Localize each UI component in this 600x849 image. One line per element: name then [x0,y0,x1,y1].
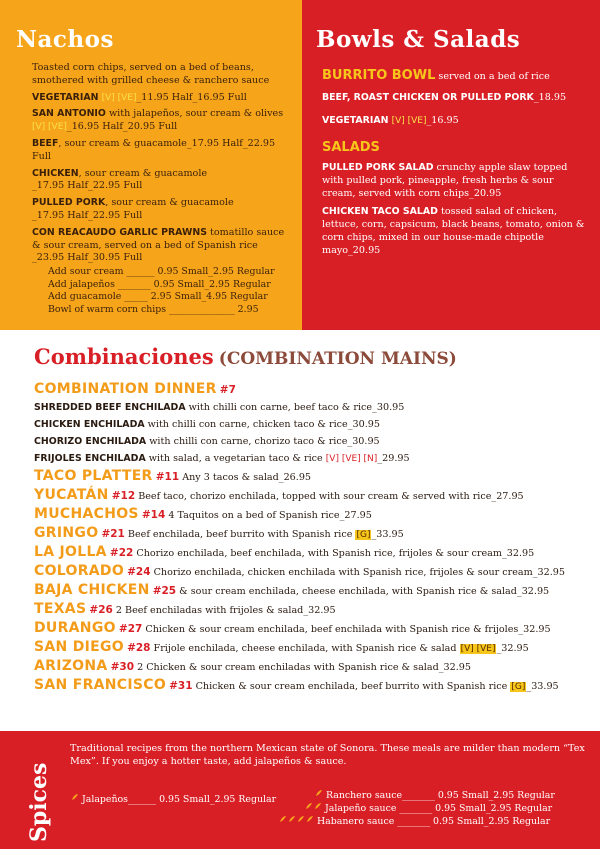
diet-tags: [V] [VE] [391,115,427,126]
combo-row [34,467,594,486]
item-price: _17.95 Half_22.95 Full [32,180,143,192]
item-desc: with jalapeños, sour cream & olives [105,108,284,120]
nachos-intro: Toasted corn chips, served on a bed of beans, smothered with grilled cheese & ranchero sauce [32,62,270,86]
chilli-pepper-icon [313,801,322,811]
combo-sub-row [34,450,594,467]
combo-desc: Beef enchilada, beef burrito with Spanish rice [124,529,356,540]
item-price: _17.95 Half_22.95 Full [32,209,143,221]
combo-number: #21 [101,528,125,540]
combo-name: YUCATÁN [34,487,109,503]
nachos-item [32,227,294,265]
combo-desc: & sour cream enchilada, cheese enchilada, with Spanish rice & salad_32.95 [176,586,550,597]
nachos-item [32,138,294,164]
item-price: _16.95 [426,114,459,126]
combo-number: #22 [109,547,134,559]
combo-desc: Beef taco, chorizo enchilada, topped with sour cream & served with rice_27.95 [135,491,524,502]
gluten-tag: [G] [356,530,371,540]
diet-tags: [V] [VE] [N] [325,454,378,464]
item-name: CHORIZO ENCHILADA [34,436,147,447]
spices-intro: Traditional recipes from the northern Mexican state of Sonora. These meals are milder than modern “Tex Mex”. If you enjoy a hotter taste, add jalapeños & sauce. [70,743,585,767]
combo-number: #24 [127,566,151,578]
combo-number: #27 [118,623,143,635]
combo-desc: 2 Beef enchiladas with frijoles & salad_32.95 [112,605,336,616]
combo-row [34,380,594,399]
item-price: _29.95 [377,453,410,464]
spice-row-jalapenos [70,792,276,805]
addon-price: _______ 0.95 Small_2.95 Regular [117,278,271,290]
combo-row [34,562,594,581]
combo-row [34,543,594,562]
spice-row-ranchero [314,788,555,801]
addon-label: Bowl of warm corn chips [48,303,167,315]
combo-sub-row [34,433,594,450]
combo-desc: Chorizo enchilada, beef enchilada, with Spanish rice, frijoles & sour cream_32.95 [133,548,535,559]
chilli-pepper-icon [305,814,314,824]
diet-tags: [V] [VE] [460,644,496,654]
combo-name: DURANGO [34,620,116,636]
salads-items [322,162,590,258]
title-english: (COMBINATION MAINS) [218,349,457,369]
chilli-pepper-icon [278,814,287,824]
burrito-bowl-heading: BURRITO BOWL [322,68,436,83]
combinaciones-title [34,344,457,369]
spice-label: Jalapeño sauce _______ 0.95 Small_2.95 Regular [324,803,553,814]
salad-item [322,162,590,200]
item-desc: tossed salad of chicken, lettuce, corn, capsicum, black beans, tomato, onion & corn chips, mixed in our house-made chipotle mayo_20.95 [322,206,585,256]
combo-name: SAN DIEGO [34,639,124,655]
nachos-item [32,168,294,194]
item-price: _23.95 Half_30.95 Full [32,252,143,264]
spices-title [20,750,50,842]
item-desc: with chilli con carne, beef taco & rice_30.95 [185,402,405,413]
item-name: SHREDDED BEEF ENCHILADA [34,402,186,413]
item-name: PULLED PORK SALAD [322,162,434,173]
item-name: CHICKEN ENCHILADA [34,419,145,430]
nachos-item [32,108,294,134]
combo-row [34,619,594,638]
combo-number: #14 [141,509,166,521]
item-desc: with chilli con carne, chicken taco & rice_30.95 [144,419,380,430]
combo-row [34,581,594,600]
spice-label: Habanero sauce _______ 0.95 Small_2.95 Regular [316,816,551,827]
addon-label: Add sour cream [48,266,124,277]
combo-row [34,657,594,676]
salads-heading: SALADS [322,140,380,155]
spices-heading: Spices [26,762,52,842]
diet-tags: [V] [VE] [32,122,67,133]
combo-desc: Chicken & sour cream enchilada, beef enchilada with Spanish rice & frijoles_32.95 [142,624,551,635]
item-desc: with salad, a vegetarian taco & rice [145,453,326,464]
item-name: FRIJOLES ENCHILADA [34,453,146,464]
combo-name: TACO PLATTER [34,468,153,484]
addon-price: ______ 0.95 Small_2.95 Regular [126,266,275,277]
item-price: _16.95 Half_20.95 Full [66,121,178,133]
item-price: _18.95 [533,91,567,103]
chilli-pepper-icon [296,814,305,824]
addon-row [48,279,288,292]
combo-name: MUCHACHOS [34,506,139,522]
combo-desc: Chicken & sour cream enchilada, beef burrito with Spanish rice [192,681,511,692]
combo-name: BAJA CHICKEN [34,582,150,598]
item-desc: crunchy apple slaw topped with pulled pork, pineapple, fresh herbs & sour cream, served with corn chips_20.95 [322,162,568,199]
combo-desc: Chorizo enchilada, chicken enchilada with Spanish rice, frijoles & sour cream_32.95 [150,567,566,578]
item-name: VEGETARIAN [32,91,99,103]
combo-name: COLORADO [34,563,125,579]
combo-price: _32.95 [496,643,529,654]
combo-name: TEXAS [34,601,87,617]
item-desc: with chilli con carne, chorizo taco & rice_30.95 [146,436,380,447]
combo-row [34,505,594,524]
combo-row [34,524,594,543]
item-name: PULLED PORK [32,197,106,209]
combo-desc: 4 Taquitos on a bed of Spanish rice_27.95 [165,510,372,521]
combo-number: #11 [155,471,180,483]
combo-row [34,600,594,619]
nachos-item [32,197,294,223]
chilli-pepper-icon [287,814,296,824]
item-name: VEGETARIAN [322,114,389,126]
combo-row [34,638,594,657]
combo-number: #28 [127,642,151,654]
combo-name: COMBINATION DINNER [34,381,217,397]
spice-label: Ranchero sauce_______ 0.95 Small_2.95 Regular [325,790,555,801]
item-desc: tomatillo sauce & sour cream, served on a bed of Spanish rice [32,226,285,251]
combo-price: _33.95 [526,681,559,692]
nachos-item [32,92,294,105]
salad-item [322,206,590,257]
combo-desc: Frijole enchilada, cheese enchilada, with Spanish rice & salad [150,643,460,654]
addon-price: _____ 2.95 Small_4.95 Regular [124,291,268,303]
addon-row [48,291,288,304]
title-spanish: Combinaciones [34,344,214,369]
item-name: CHICKEN [32,167,79,179]
chilli-pepper-icon [304,801,313,811]
addon-label: Add guacamole [48,291,122,303]
combo-desc: 2 Chicken & sour cream enchiladas with Spanish rice & salad_32.95 [134,662,471,673]
nachos-title: Nachos [16,26,114,53]
combo-desc: Any 3 tacos & salad_26.95 [179,472,312,483]
gluten-tag: [G] [511,682,526,692]
addon-row [48,266,288,279]
burrito-meat-row [322,92,590,105]
addon-price: ______________ 2.95 [169,303,259,315]
item-desc: , sour cream & guacamole [105,197,234,209]
nachos-addons [48,266,288,316]
chilli-pepper-icon [314,788,323,798]
combo-number: #25 [152,585,177,597]
combo-number: #31 [169,680,193,692]
chilli-pepper-icon [70,792,79,802]
combo-sub-row [34,399,594,416]
spice-row-jalapeno-sauce [304,801,552,814]
combo-number: #12 [111,490,136,502]
bowls-items [322,70,590,127]
combo-sub-row [34,416,594,433]
combo-number: #30 [110,661,135,673]
burrito-bowl-row [322,70,590,84]
diet-tags: [V] [VE] [101,92,137,103]
combo-number: #26 [89,604,113,616]
combo-row [34,676,594,695]
burrito-veg-row [322,115,590,128]
item-name: BEEF [32,137,59,149]
item-desc: , sour cream & guacamole [78,167,208,179]
combo-name: ARIZONA [34,658,108,674]
combo-name: GRINGO [34,525,99,541]
spice-label: Jalapeños______ 0.95 Small_2.95 Regular [81,794,277,805]
item-name: CON REACAUDO GARLIC PRAWNS [32,226,207,238]
combo-row [34,486,594,505]
combination-list [34,380,594,695]
item-name: SAN ANTONIO [32,108,106,120]
item-desc: , sour cream & guacamole_17.95 Half_22.95 Full [32,137,276,162]
item-name: CHICKEN TACO SALAD [322,206,438,218]
combo-name: LA JOLLA [34,544,107,560]
bowls-title: Bowls & Salads [316,26,521,53]
item-price: _11.95 Half_16.95 Full [136,91,247,103]
addon-row [48,304,288,317]
combo-number: #7 [219,384,236,396]
combo-name: SAN FRANCISCO [34,677,167,693]
spice-row-habanero [278,814,550,827]
burrito-bowl-desc: served on a bed of rice [435,71,550,82]
item-name: BEEF, ROAST CHICKEN OR PULLED PORK [322,91,534,103]
nachos-items [32,62,294,269]
addon-label: Add jalapeños [48,278,115,290]
combo-price: _33.95 [371,529,404,540]
